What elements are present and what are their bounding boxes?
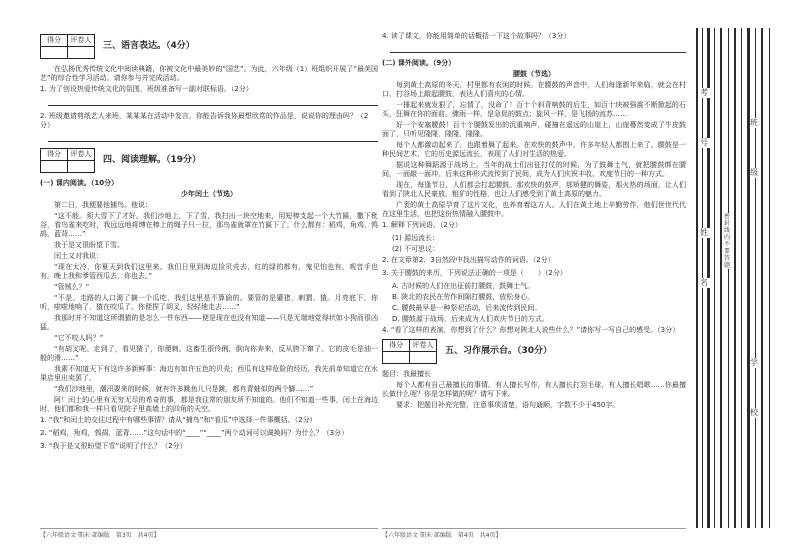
story-paragraph: 阿！闰土的心里有无穷无尽的希奇的事，都是我往常的朋友所不知道的。他们不知道一些事，闰土在海边时，他们都和我一样只看见院子里高墙上的四角的天空。 <box>40 396 378 413</box>
score-cell <box>383 352 410 364</box>
essay-topic: 题目：我最擅长 <box>382 370 431 378</box>
story-paragraph: “管贼么？” <box>54 283 90 291</box>
section3-intro: 在弘扬优秀传统文化中阅读典籍，你被文化中最美妙的“国艺”。为此，六年级（1）班组织开展了“最美国艺”的综合性学习活动。请你参与并完成活动。 <box>40 65 378 82</box>
story-paragraph: “有胡叉呢。走到了，看见猹了，你便刺。这畜生很伶俐，倒向你奔来，反从胯下窜了。它的皮毛是油一般的滑……” <box>40 345 378 362</box>
spine-rule <box>741 28 742 528</box>
choice-option-b[interactable]: B. 陕北的农民在劳作间隙打腰鼓，放松身心。 <box>392 293 535 301</box>
spine-rule <box>734 28 736 528</box>
section4-q3: 3. “我于是又很盼望下雪”说明了什么？（2分） <box>40 442 187 450</box>
story2-paragraph: 每到黄土高原的冬天，村里都有农闲的时候。在腰鼓的声音中，人们每逢新年来临，就会在村口、打谷场上敲起腰鼓，表达人们喜庆的心情。 <box>382 81 686 98</box>
story-paragraph: 我于是又很盼望下雪。 <box>54 241 124 249</box>
reviewer-label: 评卷人 <box>410 340 437 352</box>
spine-label: 考 <box>700 88 708 97</box>
answer-line[interactable] <box>390 45 686 53</box>
spine-note: 密封线内不要答题 <box>724 213 734 269</box>
story2-paragraph: 据说这种舞蹈源于战场上。当年的战士们出征打仗的时候，为了鼓舞士气，就把腰鼓绑在腰间，一面敲一面冲。后来这种形式流传到了民间，成为人们庆祝丰收、欢度节日的一种方式。 <box>382 161 686 178</box>
reviewer-cell <box>410 352 437 364</box>
spine-label: 号 <box>700 138 708 147</box>
spine-label: 学 <box>750 358 758 367</box>
reviewer-cell <box>68 47 95 59</box>
answer-line[interactable] <box>48 134 378 142</box>
spine-label: 姓 <box>700 228 708 237</box>
part2-label: (二) 课外阅读。（9分） <box>382 59 456 67</box>
story-paragraph: “现在太冷，你夏天到我们这里来。我们日里到海边捡贝壳去，红的绿的都有，鬼见怕也有，观音手也有。晚上我和爹管西瓜去，你也去。” <box>40 263 378 280</box>
section4-q2: 2. “稻鸡，角鸡，鹁鸪，蓝背……”这句话中的“____”“____”两个动词可以调换吗？为什么？（3分） <box>40 429 349 437</box>
choice-option-d[interactable]: D. 腰鼓源于战场，后来成为人们欢庆节日的方式。 <box>392 315 549 323</box>
section4-header <box>40 148 378 173</box>
section4-q5: 1. 解释下列词语。（2分） <box>382 221 462 229</box>
section3-header <box>40 34 378 59</box>
spine-rule <box>714 28 715 528</box>
story-paragraph: “它不咬人吗？” <box>54 334 104 342</box>
part1-label: (一) 课内阅读。（10分） <box>40 179 119 187</box>
spine-rule <box>728 28 729 528</box>
spine-rule <box>720 28 722 528</box>
story-title: 少年闰土（节选） <box>181 190 237 198</box>
left-column <box>40 30 378 455</box>
answer-line[interactable] <box>48 98 378 106</box>
story-paragraph: “我们沙地里，潮汛要来的时候，就有许多跳鱼儿只是跳，都有青蛙似的两个脚……” <box>54 385 314 393</box>
section5-title: 五、习作展示台。（30分） <box>445 346 553 356</box>
story2-paragraph: 好一个安塞腰鼓！百十个腰鼓发出的沉重响声，碰撞在遥远的山崖上，山崖蓦然变成了牛皮鼓面了，只听见隆隆，隆隆，隆隆。 <box>382 121 686 138</box>
reviewer-label: 评卷人 <box>68 35 95 47</box>
story2-paragraph: 每个人都激动起来了，也跟着舞了起来。在欢快的鼓声中，许多年轻人都围上来了。腰鼓是一种民间艺术，它的历史源远流长，表现了人们对生活的热爱。 <box>382 141 686 158</box>
score-table <box>40 148 95 173</box>
story-paragraph: “这不能。须大雪下了才好。我们沙地上，下了雪，我扫出一块空地来，用短棒支起一个大竹匾，撒下秕谷，看鸟雀来吃时，我远远地将缚在棒上的绳子只一拉，那鸟雀就罩在竹匾下了。什么都有：稻鸡，角鸡，鹁鸪，蓝背……” <box>40 212 378 238</box>
spine-rule <box>747 28 750 528</box>
choice-option-c[interactable]: C. 腰鼓最早是一种祭祀活动，后来流传到民间。 <box>392 304 542 312</box>
section3-title: 三、语言表达。（4分） <box>103 41 195 51</box>
reviewer-label: 评卷人 <box>68 149 95 161</box>
spine-label: 级 <box>750 168 758 177</box>
story-paragraph: 我素不知道天下有这许多新鲜事：海边有如许五色的贝壳；西瓜有这样危险的经历，我先前单知道它在水果店里出卖罢了。 <box>40 365 378 382</box>
spine-label: 校 <box>750 408 758 417</box>
spine-rule <box>761 28 763 528</box>
section4-q6: 2. 在文章第2、3自然段中找出描写动作的词语。（2分） <box>382 256 555 264</box>
score-table <box>382 339 437 364</box>
story2-paragraph: 现在，每逢节日，人们都会打起腰鼓。那欢快的鼓声，那矫健的舞姿，那火热的场面，让人们看到了陕北人民豪放、粗犷的性格，也让人们感受到了黄土高原的魅力。 <box>382 181 686 198</box>
score-cell <box>41 161 68 173</box>
section4-title: 四、阅读理解。（19分） <box>103 155 202 165</box>
story-paragraph: 闰土又对我说： <box>54 252 103 260</box>
score-table <box>40 34 95 59</box>
story2-paragraph: 广袤的黄土高原孕育了这片文化，也养育着这方人。人们在黄土地上辛勤劳作，他们世世代代在这里生活，也把这份热情融入腰鼓中。 <box>382 201 686 218</box>
score-label: 得分 <box>383 340 410 352</box>
section5-header <box>382 339 686 364</box>
spine-rule <box>769 28 770 528</box>
footer-right: 【六年级语文·期末·部编版 第4页 共4页】 <box>382 528 686 540</box>
section4-q1: 1. “我”和闰土的交往过程中有哪些事情？请从“捕鸟”和“看瓜”中选择一件事概括。（2分） <box>40 416 317 424</box>
spine-label: 班 <box>750 118 758 127</box>
q5-part-a: (1) 源远流长： <box>392 234 440 242</box>
essay-requirement: 要求：把题目补充完整，注意事项清楚，语句通顺，字数不少于450字。 <box>396 401 620 409</box>
story-paragraph: “不是。走路的人口渴了摘一个瓜吃，我们这里是不算偷的。要管的是獾猪，刺猬，猹。月亮底下，你听，啦啦地响了，猹在咬瓜了。你便捏了胡叉，轻轻地走去……” <box>40 294 378 311</box>
story2-title: 腰鼓（节选） <box>513 70 555 78</box>
choice-option-a[interactable]: A. 古时候的人们在出征前打腰鼓，鼓舞士气。 <box>392 282 535 290</box>
story2-paragraph: 一捶起来就发狠了，忘情了，没命了！百十个斜背响鼓的后生，如百十块被强震不断掀起的石头，狂舞在你的面前。骤雨一样，是急促的鼓点；旋风一样，是飞扬的流苏…… <box>382 101 686 118</box>
right-column <box>382 30 686 412</box>
story-paragraph: 第二日，我便要他捕鸟。他说： <box>54 201 152 209</box>
section4-q4: 4. 读了课文，你能用简单的话概括一下这个故事吗？（3分） <box>382 32 571 40</box>
binding-spine <box>694 28 782 528</box>
spine-label: 名 <box>700 278 708 287</box>
score-label: 得分 <box>41 35 68 47</box>
spine-rule <box>755 28 756 528</box>
section3-q2: 2. 班级邀请剪纸艺人来班，某某某在活动中发言，你能告诉我你最想欣赏的作品是，说说你的理由吗？（2分） <box>40 112 369 129</box>
q5-part-b: (2) 不可思议： <box>392 245 440 253</box>
story-paragraph: 我那时并不知道这所谓猹的是怎么一件东西——便是现在也没有知道——只是无端地觉得状如小狗而很凶猛。 <box>40 314 378 331</box>
score-cell <box>41 47 68 59</box>
section3-q1: 1. 为了创设热爱传统文化的氛围，班级准备写一副对联标语。（2分） <box>40 85 253 93</box>
essay-prompt: 每个人都有自己最擅长的事情。有人擅长写作，有人擅长打羽毛球，有人擅长唱歌……你最擅长做什么呢？你是怎样做的呢？请写下来。 <box>382 381 686 398</box>
footer-left: 【六年级语文·期末·部编版 第3页 共4页】 <box>40 528 378 540</box>
score-label: 得分 <box>41 149 68 161</box>
reviewer-cell <box>68 161 95 173</box>
spine-rule <box>696 28 698 528</box>
section4-q8: 4. “看了这样的表演，你想到了什么？你想对陕北人说些什么？”请你写一写自己的感受。（3分） <box>382 326 680 334</box>
section4-q7: 3. 关于腰鼓的来历，下列说法正确的一项是（ ）（2分） <box>382 269 567 277</box>
